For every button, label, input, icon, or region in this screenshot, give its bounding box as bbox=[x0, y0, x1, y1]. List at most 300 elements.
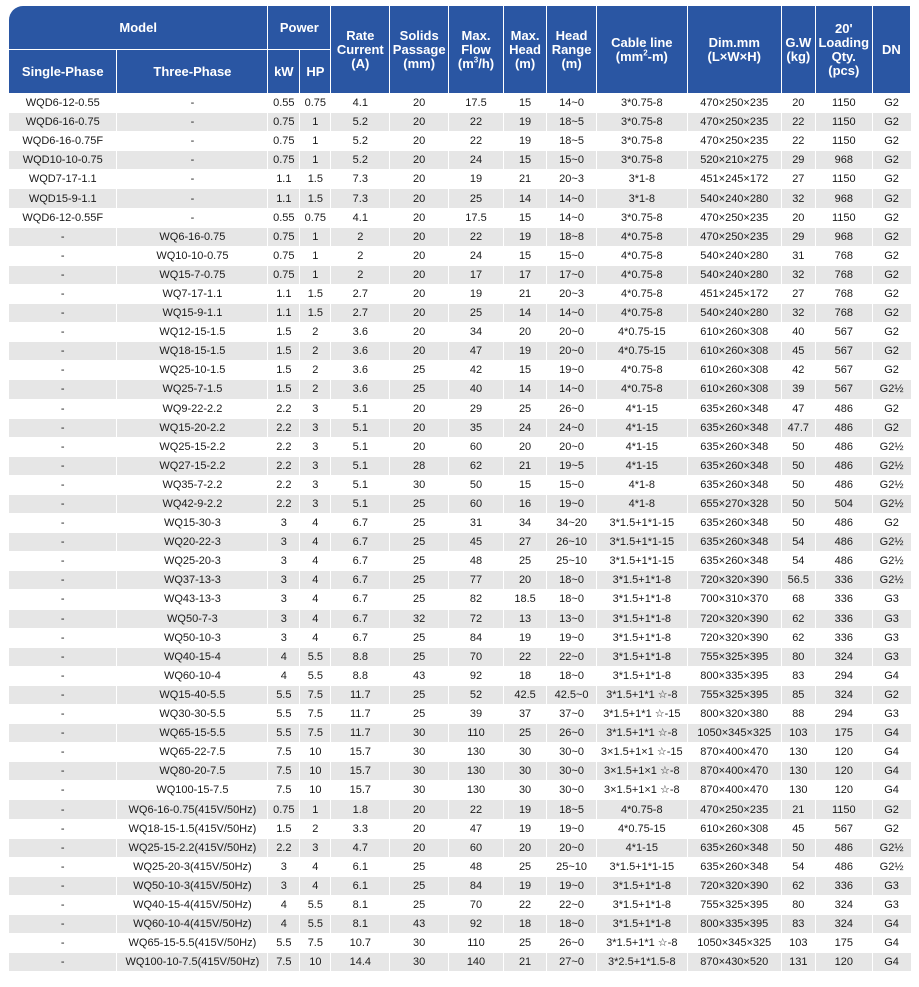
cell-loading-qty: 768 bbox=[815, 284, 872, 303]
cell-single-phase: - bbox=[9, 953, 117, 972]
cell-single-phase: WQD10-10-0.75 bbox=[9, 151, 117, 170]
cell-dimensions: 470×250×235 bbox=[687, 132, 781, 151]
cell-kw: 7.5 bbox=[268, 953, 300, 972]
table-row bbox=[9, 762, 911, 781]
cell-max-head: 15 bbox=[503, 246, 546, 265]
cell-kw: 3 bbox=[268, 609, 300, 628]
table-row bbox=[9, 876, 911, 895]
cell-hp: 3 bbox=[300, 475, 331, 494]
cell-hp: 4 bbox=[300, 857, 331, 876]
cell-loading-qty: 324 bbox=[815, 915, 872, 934]
cell-dn: G2 bbox=[872, 151, 910, 170]
cell-max-head: 14 bbox=[503, 189, 546, 208]
cell-three-phase: WQ25-20-3(415V/50Hz) bbox=[117, 857, 268, 876]
cell-single-phase: - bbox=[9, 800, 117, 819]
cell-max-head: 20 bbox=[503, 437, 546, 456]
cell-max-flow: 19 bbox=[449, 284, 504, 303]
cell-three-phase: WQ42-9-2.2 bbox=[117, 494, 268, 513]
cell-dn: G2 bbox=[872, 514, 910, 533]
cell-kw: 1.5 bbox=[268, 361, 300, 380]
cell-head-range: 20~3 bbox=[547, 284, 597, 303]
table-row bbox=[9, 132, 911, 151]
cell-dimensions: 610×260×308 bbox=[687, 819, 781, 838]
cell-kw: 3 bbox=[268, 514, 300, 533]
cell-gross-weight: 20 bbox=[781, 208, 815, 227]
cell-kw: 3 bbox=[268, 533, 300, 552]
pump-spec-table bbox=[8, 5, 911, 972]
cell-cable-line: 3*1.5+1*1-15 bbox=[596, 857, 687, 876]
cell-dn: G2 bbox=[872, 284, 910, 303]
cell-solids-passage: 25 bbox=[390, 361, 449, 380]
table-row bbox=[9, 456, 911, 475]
cell-cable-line: 4*1-8 bbox=[596, 494, 687, 513]
cell-kw: 0.75 bbox=[268, 132, 300, 151]
table-row bbox=[9, 838, 911, 857]
cell-max-head: 21 bbox=[503, 170, 546, 189]
cell-max-head: 18 bbox=[503, 666, 546, 685]
cell-dn: G2 bbox=[872, 685, 910, 704]
cell-solids-passage: 25 bbox=[390, 571, 449, 590]
cell-cable-line: 4*1-15 bbox=[596, 399, 687, 418]
cell-single-phase: - bbox=[9, 724, 117, 743]
cell-loading-qty: 768 bbox=[815, 265, 872, 284]
table-row bbox=[9, 705, 911, 724]
cell-loading-qty: 1150 bbox=[815, 113, 872, 132]
cell-gross-weight: 29 bbox=[781, 227, 815, 246]
cell-solids-passage: 25 bbox=[390, 857, 449, 876]
cell-dimensions: 610×260×308 bbox=[687, 380, 781, 399]
cell-loading-qty: 336 bbox=[815, 590, 872, 609]
cell-head-range: 22~0 bbox=[547, 895, 597, 914]
cell-dimensions: 635×260×348 bbox=[687, 456, 781, 475]
cell-dimensions: 520×210×275 bbox=[687, 151, 781, 170]
cell-rate-current: 7.3 bbox=[331, 189, 390, 208]
cell-dimensions: 1050×345×325 bbox=[687, 724, 781, 743]
cell-max-head: 18.5 bbox=[503, 590, 546, 609]
cell-kw: 1.5 bbox=[268, 323, 300, 342]
cell-three-phase: WQ100-15-7.5 bbox=[117, 781, 268, 800]
cell-head-range: 14~0 bbox=[547, 208, 597, 227]
cell-single-phase: WQD7-17-1.1 bbox=[9, 170, 117, 189]
cell-max-head: 19 bbox=[503, 113, 546, 132]
cell-hp: 1 bbox=[300, 113, 331, 132]
table-row bbox=[9, 475, 911, 494]
cell-dimensions: 470×250×235 bbox=[687, 94, 781, 113]
cell-max-flow: 92 bbox=[449, 666, 504, 685]
cell-three-phase: WQ30-30-5.5 bbox=[117, 705, 268, 724]
cell-gross-weight: 40 bbox=[781, 323, 815, 342]
cell-cable-line: 4*0.75-8 bbox=[596, 380, 687, 399]
cell-single-phase: WQD6-12-0.55 bbox=[9, 94, 117, 113]
cell-max-head: 19 bbox=[503, 876, 546, 895]
cell-max-head: 25 bbox=[503, 934, 546, 953]
cell-loading-qty: 294 bbox=[815, 666, 872, 685]
cell-hp: 1 bbox=[300, 151, 331, 170]
cell-max-flow: 60 bbox=[449, 494, 504, 513]
cell-rate-current: 2 bbox=[331, 265, 390, 284]
cell-cable-line: 3*1.5+1*1 ☆-8 bbox=[596, 724, 687, 743]
cell-loading-qty: 486 bbox=[815, 399, 872, 418]
table-row bbox=[9, 227, 911, 246]
cell-max-head: 16 bbox=[503, 494, 546, 513]
cell-dimensions: 655×270×328 bbox=[687, 494, 781, 513]
cell-loading-qty: 120 bbox=[815, 781, 872, 800]
cell-head-range: 15~0 bbox=[547, 475, 597, 494]
cell-single-phase: - bbox=[9, 342, 117, 361]
header-rate-current: Rate Current (A) bbox=[331, 6, 390, 94]
header-gross-weight: G.W (kg) bbox=[781, 6, 815, 94]
cell-gross-weight: 130 bbox=[781, 743, 815, 762]
cell-max-flow: 50 bbox=[449, 475, 504, 494]
cell-gross-weight: 54 bbox=[781, 857, 815, 876]
cell-head-range: 34~20 bbox=[547, 514, 597, 533]
cell-solids-passage: 20 bbox=[390, 323, 449, 342]
cell-hp: 4 bbox=[300, 533, 331, 552]
cell-max-head: 25 bbox=[503, 399, 546, 418]
cell-hp: 4 bbox=[300, 590, 331, 609]
cell-dimensions: 870×400×470 bbox=[687, 781, 781, 800]
cell-single-phase: - bbox=[9, 762, 117, 781]
cell-gross-weight: 27 bbox=[781, 170, 815, 189]
cell-max-flow: 17.5 bbox=[449, 94, 504, 113]
cell-single-phase: - bbox=[9, 380, 117, 399]
cell-hp: 1 bbox=[300, 800, 331, 819]
cell-max-head: 30 bbox=[503, 762, 546, 781]
cell-kw: 1.5 bbox=[268, 342, 300, 361]
cell-max-flow: 48 bbox=[449, 857, 504, 876]
cell-kw: 0.55 bbox=[268, 94, 300, 113]
cell-dn: G3 bbox=[872, 705, 910, 724]
cell-dimensions: 470×250×235 bbox=[687, 208, 781, 227]
cell-loading-qty: 567 bbox=[815, 342, 872, 361]
cell-kw: 0.75 bbox=[268, 151, 300, 170]
cell-rate-current: 6.7 bbox=[331, 533, 390, 552]
cell-head-range: 30~0 bbox=[547, 781, 597, 800]
cell-head-range: 14~0 bbox=[547, 380, 597, 399]
table-row bbox=[9, 494, 911, 513]
cell-hp: 10 bbox=[300, 781, 331, 800]
cell-dimensions: 635×260×348 bbox=[687, 552, 781, 571]
cell-dimensions: 451×245×172 bbox=[687, 284, 781, 303]
cell-dn: G2½ bbox=[872, 552, 910, 571]
cell-hp: 5.5 bbox=[300, 647, 331, 666]
header-dn: DN bbox=[872, 6, 910, 94]
cell-rate-current: 6.1 bbox=[331, 857, 390, 876]
cell-max-flow: 24 bbox=[449, 246, 504, 265]
cell-kw: 1.5 bbox=[268, 380, 300, 399]
table-row bbox=[9, 418, 911, 437]
cell-dn: G4 bbox=[872, 953, 910, 972]
cell-gross-weight: 50 bbox=[781, 838, 815, 857]
cell-kw: 0.75 bbox=[268, 227, 300, 246]
cell-single-phase: - bbox=[9, 533, 117, 552]
cell-head-range: 18~5 bbox=[547, 800, 597, 819]
cell-hp: 4 bbox=[300, 571, 331, 590]
table-row bbox=[9, 953, 911, 972]
cell-cable-line: 4*0.75-8 bbox=[596, 800, 687, 819]
cell-cable-line: 3*1.5+1*1-15 bbox=[596, 552, 687, 571]
cell-dimensions: 635×260×348 bbox=[687, 418, 781, 437]
cell-loading-qty: 768 bbox=[815, 246, 872, 265]
cell-dn: G2 bbox=[872, 189, 910, 208]
cell-dn: G2 bbox=[872, 342, 910, 361]
cell-single-phase: - bbox=[9, 437, 117, 456]
cell-solids-passage: 20 bbox=[390, 304, 449, 323]
cell-rate-current: 1.8 bbox=[331, 800, 390, 819]
cell-single-phase: - bbox=[9, 838, 117, 857]
cell-head-range: 18~0 bbox=[547, 666, 597, 685]
table-row bbox=[9, 437, 911, 456]
cell-single-phase: - bbox=[9, 494, 117, 513]
cell-solids-passage: 30 bbox=[390, 934, 449, 953]
cell-three-phase: WQ15-30-3 bbox=[117, 514, 268, 533]
cell-kw: 0.75 bbox=[268, 113, 300, 132]
cell-hp: 4 bbox=[300, 628, 331, 647]
cell-head-range: 37~0 bbox=[547, 705, 597, 724]
cell-gross-weight: 62 bbox=[781, 628, 815, 647]
cell-solids-passage: 20 bbox=[390, 132, 449, 151]
cell-head-range: 42.5~0 bbox=[547, 685, 597, 704]
cell-solids-passage: 20 bbox=[390, 189, 449, 208]
cell-rate-current: 15.7 bbox=[331, 762, 390, 781]
cell-cable-line: 4*0.75-8 bbox=[596, 361, 687, 380]
cell-max-head: 22 bbox=[503, 895, 546, 914]
cell-cable-line: 3*1.5+1*1 ☆-8 bbox=[596, 934, 687, 953]
cell-head-range: 18~8 bbox=[547, 227, 597, 246]
cell-gross-weight: 131 bbox=[781, 953, 815, 972]
cell-solids-passage: 20 bbox=[390, 418, 449, 437]
header-kw: kW bbox=[268, 50, 300, 94]
header-max-flow: Max. Flow $(m^3/h)$ bbox=[449, 6, 504, 94]
cell-dimensions: 870×400×470 bbox=[687, 762, 781, 781]
table-row bbox=[9, 895, 911, 914]
cell-dn: G2 bbox=[872, 418, 910, 437]
cell-solids-passage: 30 bbox=[390, 781, 449, 800]
cell-max-flow: 110 bbox=[449, 724, 504, 743]
cell-cable-line: 3×1.5+1×1 ☆-8 bbox=[596, 781, 687, 800]
cell-rate-current: 3.3 bbox=[331, 819, 390, 838]
cell-cable-line: 4*0.75-15 bbox=[596, 342, 687, 361]
cell-hp: 1.5 bbox=[300, 304, 331, 323]
cell-kw: 0.75 bbox=[268, 265, 300, 284]
cell-loading-qty: 336 bbox=[815, 609, 872, 628]
cell-dn: G4 bbox=[872, 666, 910, 685]
cell-dn: G2½ bbox=[872, 571, 910, 590]
cell-gross-weight: 31 bbox=[781, 246, 815, 265]
cell-max-flow: 25 bbox=[449, 189, 504, 208]
cell-rate-current: 8.1 bbox=[331, 895, 390, 914]
cell-hp: 1 bbox=[300, 132, 331, 151]
cell-dimensions: 635×260×348 bbox=[687, 399, 781, 418]
cell-three-phase: WQ60-10-4 bbox=[117, 666, 268, 685]
cell-kw: 5.5 bbox=[268, 934, 300, 953]
cell-max-head: 21 bbox=[503, 284, 546, 303]
cell-gross-weight: 103 bbox=[781, 934, 815, 953]
cell-gross-weight: 50 bbox=[781, 475, 815, 494]
cell-three-phase: WQ6-16-0.75(415V/50Hz) bbox=[117, 800, 268, 819]
cell-max-flow: 62 bbox=[449, 456, 504, 475]
cell-loading-qty: 486 bbox=[815, 437, 872, 456]
cell-gross-weight: 83 bbox=[781, 915, 815, 934]
table-row bbox=[9, 724, 911, 743]
cell-solids-passage: 30 bbox=[390, 953, 449, 972]
cell-solids-passage: 25 bbox=[390, 628, 449, 647]
cell-three-phase: - bbox=[117, 132, 268, 151]
cell-max-head: 22 bbox=[503, 647, 546, 666]
cell-solids-passage: 20 bbox=[390, 208, 449, 227]
cell-cable-line: 4*0.75-8 bbox=[596, 265, 687, 284]
cell-single-phase: - bbox=[9, 876, 117, 895]
cell-dn: G3 bbox=[872, 876, 910, 895]
cell-dn: G2 bbox=[872, 361, 910, 380]
table-row bbox=[9, 609, 911, 628]
cell-rate-current: 6.7 bbox=[331, 628, 390, 647]
cell-dimensions: 635×260×348 bbox=[687, 437, 781, 456]
cell-max-flow: 22 bbox=[449, 800, 504, 819]
table-row bbox=[9, 743, 911, 762]
cell-loading-qty: 486 bbox=[815, 456, 872, 475]
table-row bbox=[9, 113, 911, 132]
cell-cable-line: 3*1.5+1*1-15 bbox=[596, 514, 687, 533]
cell-dimensions: 720×320×390 bbox=[687, 571, 781, 590]
cell-dn: G2 bbox=[872, 819, 910, 838]
cell-solids-passage: 25 bbox=[390, 876, 449, 895]
cell-dn: G2 bbox=[872, 800, 910, 819]
cell-dn: G3 bbox=[872, 628, 910, 647]
cell-rate-current: 6.7 bbox=[331, 590, 390, 609]
cell-dn: G2 bbox=[872, 265, 910, 284]
cell-cable-line: 4*1-15 bbox=[596, 437, 687, 456]
cell-single-phase: - bbox=[9, 361, 117, 380]
cell-dimensions: 720×320×390 bbox=[687, 628, 781, 647]
cell-solids-passage: 28 bbox=[390, 456, 449, 475]
cell-dn: G3 bbox=[872, 647, 910, 666]
cell-dn: G2 bbox=[872, 170, 910, 189]
cell-single-phase: - bbox=[9, 781, 117, 800]
cell-kw: 5.5 bbox=[268, 724, 300, 743]
cell-rate-current: 4.1 bbox=[331, 94, 390, 113]
cell-max-flow: 130 bbox=[449, 781, 504, 800]
cell-three-phase: WQ10-10-0.75 bbox=[117, 246, 268, 265]
cell-gross-weight: 130 bbox=[781, 781, 815, 800]
cell-hp: 7.5 bbox=[300, 685, 331, 704]
cell-max-head: 30 bbox=[503, 781, 546, 800]
cell-dn: G4 bbox=[872, 934, 910, 953]
cell-head-range: 26~0 bbox=[547, 724, 597, 743]
cell-kw: 2.2 bbox=[268, 838, 300, 857]
cell-single-phase: - bbox=[9, 475, 117, 494]
cell-single-phase: - bbox=[9, 666, 117, 685]
cell-loading-qty: 1150 bbox=[815, 132, 872, 151]
cell-max-head: 14 bbox=[503, 304, 546, 323]
table-row bbox=[9, 533, 911, 552]
cell-solids-passage: 30 bbox=[390, 724, 449, 743]
cell-three-phase: - bbox=[117, 94, 268, 113]
header-power: Power bbox=[268, 6, 331, 50]
cell-loading-qty: 1150 bbox=[815, 94, 872, 113]
cell-kw: 4 bbox=[268, 895, 300, 914]
cell-single-phase: - bbox=[9, 628, 117, 647]
cell-max-flow: 17.5 bbox=[449, 208, 504, 227]
cell-dn: G4 bbox=[872, 724, 910, 743]
cell-rate-current: 3.6 bbox=[331, 361, 390, 380]
cell-max-flow: 130 bbox=[449, 743, 504, 762]
cell-max-head: 34 bbox=[503, 514, 546, 533]
cell-hp: 10 bbox=[300, 743, 331, 762]
cell-max-flow: 29 bbox=[449, 399, 504, 418]
cell-gross-weight: 21 bbox=[781, 800, 815, 819]
header-solids-passage: Solids Passage (mm) bbox=[390, 6, 449, 94]
cell-max-flow: 84 bbox=[449, 876, 504, 895]
cell-loading-qty: 120 bbox=[815, 762, 872, 781]
cell-dimensions: 540×240×280 bbox=[687, 246, 781, 265]
cell-max-head: 19 bbox=[503, 227, 546, 246]
cell-head-range: 24~0 bbox=[547, 418, 597, 437]
cell-dimensions: 635×260×348 bbox=[687, 475, 781, 494]
cell-max-flow: 47 bbox=[449, 819, 504, 838]
cell-cable-line: 4*0.75-15 bbox=[596, 819, 687, 838]
cell-dimensions: 720×320×390 bbox=[687, 876, 781, 895]
cell-gross-weight: 130 bbox=[781, 762, 815, 781]
cell-dimensions: 635×260×348 bbox=[687, 838, 781, 857]
cell-three-phase: - bbox=[117, 170, 268, 189]
table-row bbox=[9, 685, 911, 704]
cell-max-head: 30 bbox=[503, 743, 546, 762]
cell-gross-weight: 56.5 bbox=[781, 571, 815, 590]
cell-rate-current: 2 bbox=[331, 246, 390, 265]
cell-solids-passage: 43 bbox=[390, 666, 449, 685]
header-dimensions: Dim.mm (L×W×H) bbox=[687, 6, 781, 94]
cell-three-phase: WQ25-20-3 bbox=[117, 552, 268, 571]
cell-three-phase: WQ25-15-2.2 bbox=[117, 437, 268, 456]
cell-max-flow: 40 bbox=[449, 380, 504, 399]
cell-solids-passage: 20 bbox=[390, 800, 449, 819]
cell-rate-current: 15.7 bbox=[331, 743, 390, 762]
table-row bbox=[9, 304, 911, 323]
cell-loading-qty: 486 bbox=[815, 533, 872, 552]
cell-loading-qty: 324 bbox=[815, 895, 872, 914]
cell-rate-current: 11.7 bbox=[331, 724, 390, 743]
cell-rate-current: 14.4 bbox=[331, 953, 390, 972]
cell-three-phase: - bbox=[117, 151, 268, 170]
cell-dn: G2 bbox=[872, 113, 910, 132]
cell-rate-current: 5.2 bbox=[331, 113, 390, 132]
cell-three-phase: WQ27-15-2.2 bbox=[117, 456, 268, 475]
cell-hp: 7.5 bbox=[300, 934, 331, 953]
cell-solids-passage: 20 bbox=[390, 437, 449, 456]
cell-kw: 0.75 bbox=[268, 246, 300, 265]
header-three-phase: Three-Phase bbox=[117, 50, 268, 94]
cell-loading-qty: 968 bbox=[815, 227, 872, 246]
table-row bbox=[9, 934, 911, 953]
cell-rate-current: 8.1 bbox=[331, 915, 390, 934]
cell-loading-qty: 336 bbox=[815, 628, 872, 647]
cell-cable-line: 3×1.5+1×1 ☆-15 bbox=[596, 743, 687, 762]
cell-rate-current: 6.7 bbox=[331, 609, 390, 628]
cell-solids-passage: 20 bbox=[390, 113, 449, 132]
cell-max-head: 21 bbox=[503, 953, 546, 972]
cell-max-head: 15 bbox=[503, 151, 546, 170]
cell-three-phase: WQ6-16-0.75 bbox=[117, 227, 268, 246]
cell-max-head: 20 bbox=[503, 323, 546, 342]
cell-gross-weight: 54 bbox=[781, 552, 815, 571]
cell-kw: 3 bbox=[268, 571, 300, 590]
cell-dn: G2 bbox=[872, 304, 910, 323]
cell-dimensions: 610×260×308 bbox=[687, 361, 781, 380]
cell-rate-current: 6.7 bbox=[331, 552, 390, 571]
table-row bbox=[9, 514, 911, 533]
cell-gross-weight: 45 bbox=[781, 342, 815, 361]
